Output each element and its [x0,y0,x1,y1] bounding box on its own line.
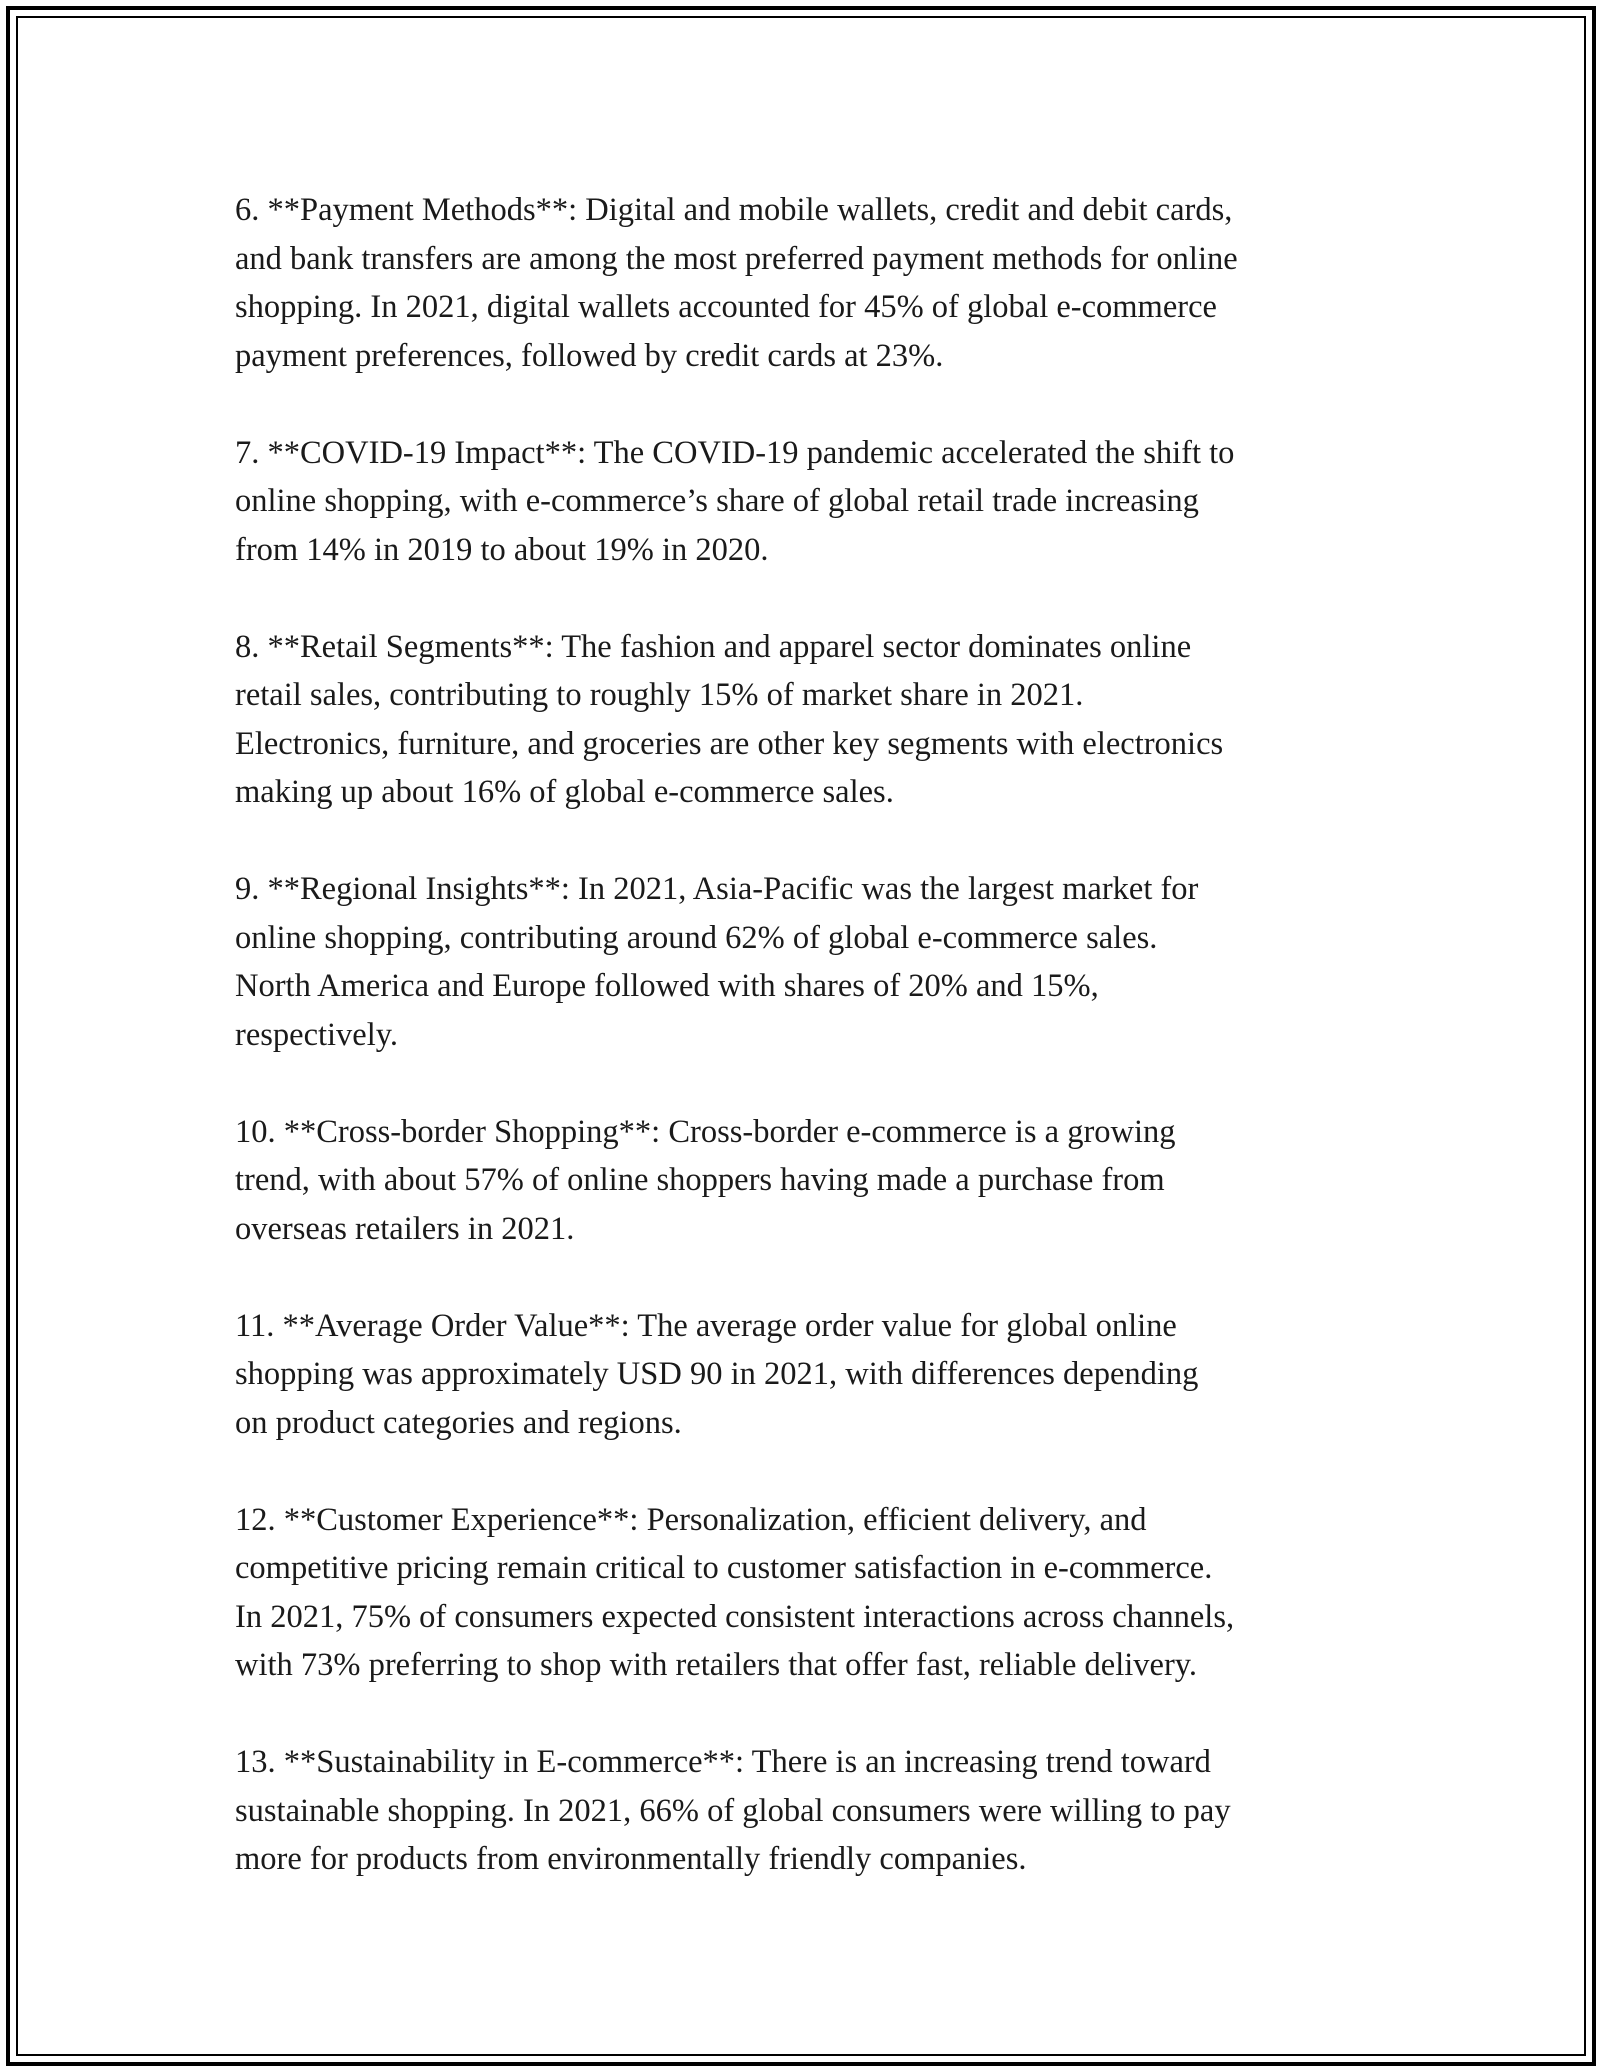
text-line: sustainable shopping. In 2021, 66% of global consumers were willing to pay [235,1792,1231,1829]
text-line: on product categories and regions. [235,1404,682,1441]
text-line: online shopping, contributing around 62% of global e-commerce sales. [235,919,1158,956]
list-item-cross-border-shopping [235,1108,1385,1254]
list-item-sustainability [235,1738,1385,1884]
text-line: 13. **Sustainability in E-commerce**: There is an increasing trend toward [235,1744,1211,1780]
text-line: 9. **Regional Insights**: In 2021, Asia-Pacific was the largest market for [235,871,1199,907]
text-line: 12. **Customer Experience**: Personalization, efficient delivery, and [235,1501,1147,1538]
text-line: North America and Europe followed with shares of 20% and 15%, [235,968,1099,1004]
text-line: 7. **COVID-19 Impact**: The COVID-19 pandemic accelerated the shift to [235,434,1235,471]
text-line: shopping was approximately USD 90 in 2021, with differences depending [235,1356,1199,1392]
text-line: shopping. In 2021, digital wallets accounted for 45% of global e-commerce [235,289,1217,325]
document-body [235,186,1385,1932]
text-line: 6. **Payment Methods**: Digital and mobile wallets, credit and debit cards, [235,192,1233,228]
text-line: payment preferences, followed by credit cards at 23%. [235,337,944,374]
text-line: respectively. [235,1016,399,1053]
text-line: Electronics, furniture, and groceries are other key segments with electronics [235,725,1224,762]
text-line: In 2021, 75% of consumers expected consistent interactions across channels, [235,1598,1235,1635]
list-item-retail-segments [235,623,1385,817]
text-line: trend, with about 57% of online shoppers having made a purchase from [235,1162,1165,1198]
list-item-payment-methods [235,186,1385,380]
text-line: competitive pricing remain critical to customer satisfaction in e-commerce. [235,1550,1213,1586]
text-line: online shopping, with e-commerce’s share of global retail trade increasing [235,483,1199,519]
text-line: and bank transfers are among the most preferred payment methods for online [235,240,1238,277]
list-item-covid-impact [235,429,1385,575]
text-line: 11. **Average Order Value**: The average order value for global online [235,1307,1177,1344]
text-line: from 14% in 2019 to about 19% in 2020. [235,531,769,568]
text-line: with 73% preferring to shop with retailers that offer fast, reliable delivery. [235,1647,1198,1683]
list-item-regional-insights [235,865,1385,1059]
text-line: 10. **Cross-border Shopping**: Cross-border e-commerce is a growing [235,1113,1176,1150]
text-line: overseas retailers in 2021. [235,1210,575,1247]
list-item-average-order-value [235,1302,1385,1448]
list-item-customer-experience [235,1496,1385,1690]
text-line: more for products from environmentally friendly companies. [235,1841,1027,1877]
text-line: 8. **Retail Segments**: The fashion and apparel sector dominates online [235,628,1192,665]
text-line: retail sales, contributing to roughly 15% of market share in 2021. [235,677,1084,713]
text-line: making up about 16% of global e-commerce sales. [235,774,894,810]
